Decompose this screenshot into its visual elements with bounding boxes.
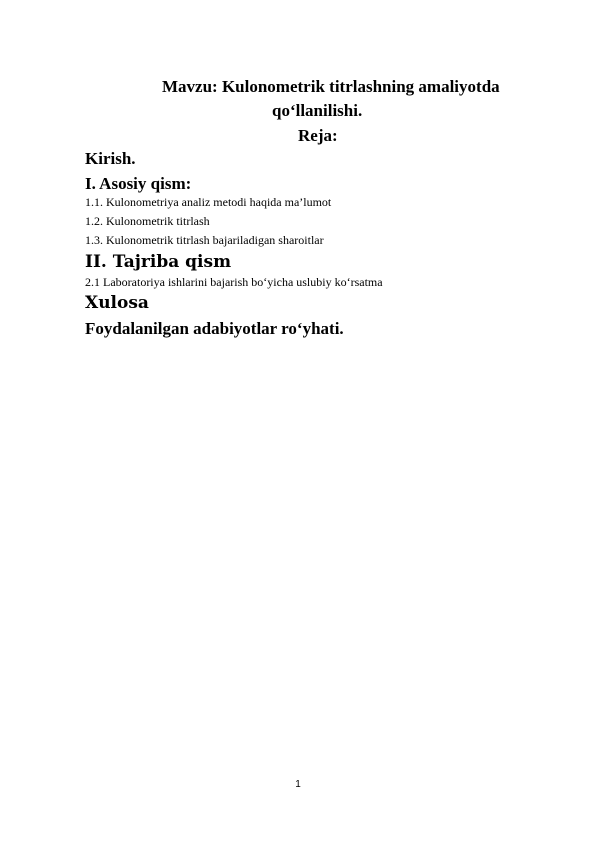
references-heading: Foydalanilgan adabiyotlar ro‘yhati. [85,319,344,338]
conclusion-heading: Xulosa [85,293,149,313]
page-number: 1 [295,779,301,790]
part1-item-2: 1.2. Kulonometrik titrlash [85,214,210,228]
part1-item-1: 1.1. Kulonometriya analiz metodi haqida ma’lumot [85,195,332,209]
intro-heading: Kirish. [85,149,136,168]
part1-heading: I. Asosiy qism: [85,174,192,193]
topic-title-line-1: Mavzu: Kulonometrik titrlashning amaliyotda [162,77,500,96]
part1-item-3: 1.3. Kulonometrik titrlash bajariladigan sharoitlar [85,233,324,247]
topic-title-line-2: qo‘llanilishi. [272,101,363,120]
part2-heading: II. Tajriba qism [85,252,232,272]
part2-item-1: 2.1 Laboratoriya ishlarini bajarish bo‘yicha uslubiy ko‘rsatma [85,275,383,289]
plan-heading: Reja: [298,126,338,145]
